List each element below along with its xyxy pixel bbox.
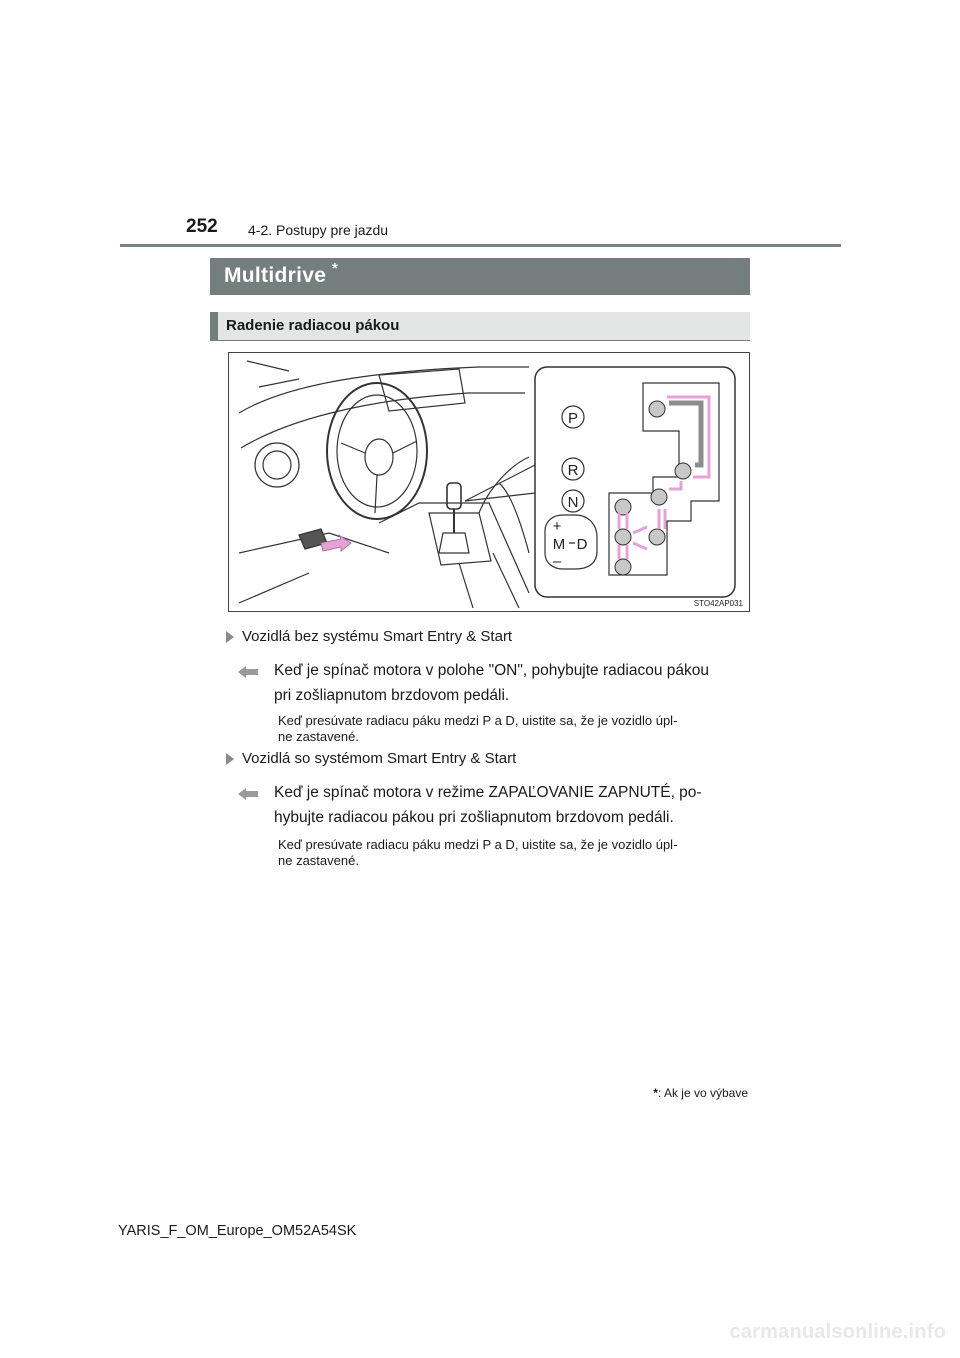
page-number: 252 [186,216,218,237]
header-divider [120,244,841,247]
action-pointer-icon [236,787,260,801]
item-note-2-line-2: ne zastavené. [278,853,359,868]
gate-d-label: D [576,536,588,553]
item-note-1-line-2: ne zastavené. [278,729,359,744]
gate-p-label: P [567,410,579,427]
item-note-1 [278,713,748,745]
footnote-asterisk: * [653,1086,658,1100]
item-body-2-line-1: Keď je spínač motora v režime ZAPAĽOVANIE ZAPNUTÉ, po- [274,784,702,801]
action-pointer-icon [236,665,260,679]
item-title-2: Vozidlá so systémom Smart Entry & Start [242,750,517,767]
gate-r-label: R [567,462,579,479]
item-body-1 [274,658,744,708]
subsection-bar [210,312,750,341]
item-body-1-line-2: pri zošliapnutom brzdovom pedáli. [274,687,510,704]
item-note-2-line-1: Keď presúvate radiacu páku medzi P a D, uistite sa, že je vozidlo úpl- [278,837,678,852]
item-note-2 [278,837,748,869]
item-title-1: Vozidlá bez systému Smart Entry & Start [242,628,513,645]
section-title: 4-2. Postupy pre jazdu [248,222,389,238]
footnote-text: : Ak je vo výbave [657,1086,748,1100]
subsection-title: Radenie radiacou pákou [226,317,400,334]
gate-minus-label: – [552,553,562,570]
bullet-arrow-icon [226,753,234,765]
page-title-bar [210,258,750,295]
figure-code: STO42AP031 [693,599,743,608]
watermark: carmanualsonline.info [729,1321,946,1343]
footnote [653,1086,748,1100]
cockpit-drawing [229,353,749,611]
title-asterisk: * [332,260,338,277]
bullet-arrow-icon [226,631,234,643]
gate-n-label: N [567,494,579,511]
item-body-2-line-2: hybujte radiacou pákou pri zošliapnutom brzdovom pedáli. [274,809,674,826]
item-note-1-line-1: Keď presúvate radiacu páku medzi P a D, uistite sa, že je vozidlo úpl- [278,713,678,728]
document-id: YARIS_F_OM_Europe_OM52A54SK [118,1223,357,1239]
shift-lever-illustration [228,352,750,612]
subsection-marker [210,312,218,340]
item-body-2 [274,780,744,830]
page-title: Multidrive [224,264,327,287]
item-body-1-line-1: Keď je spínač motora v polohe "ON", pohybujte radiacou pákou [274,662,709,679]
gate-plus-label: + [552,518,562,535]
gate-m-label: M [552,536,566,553]
